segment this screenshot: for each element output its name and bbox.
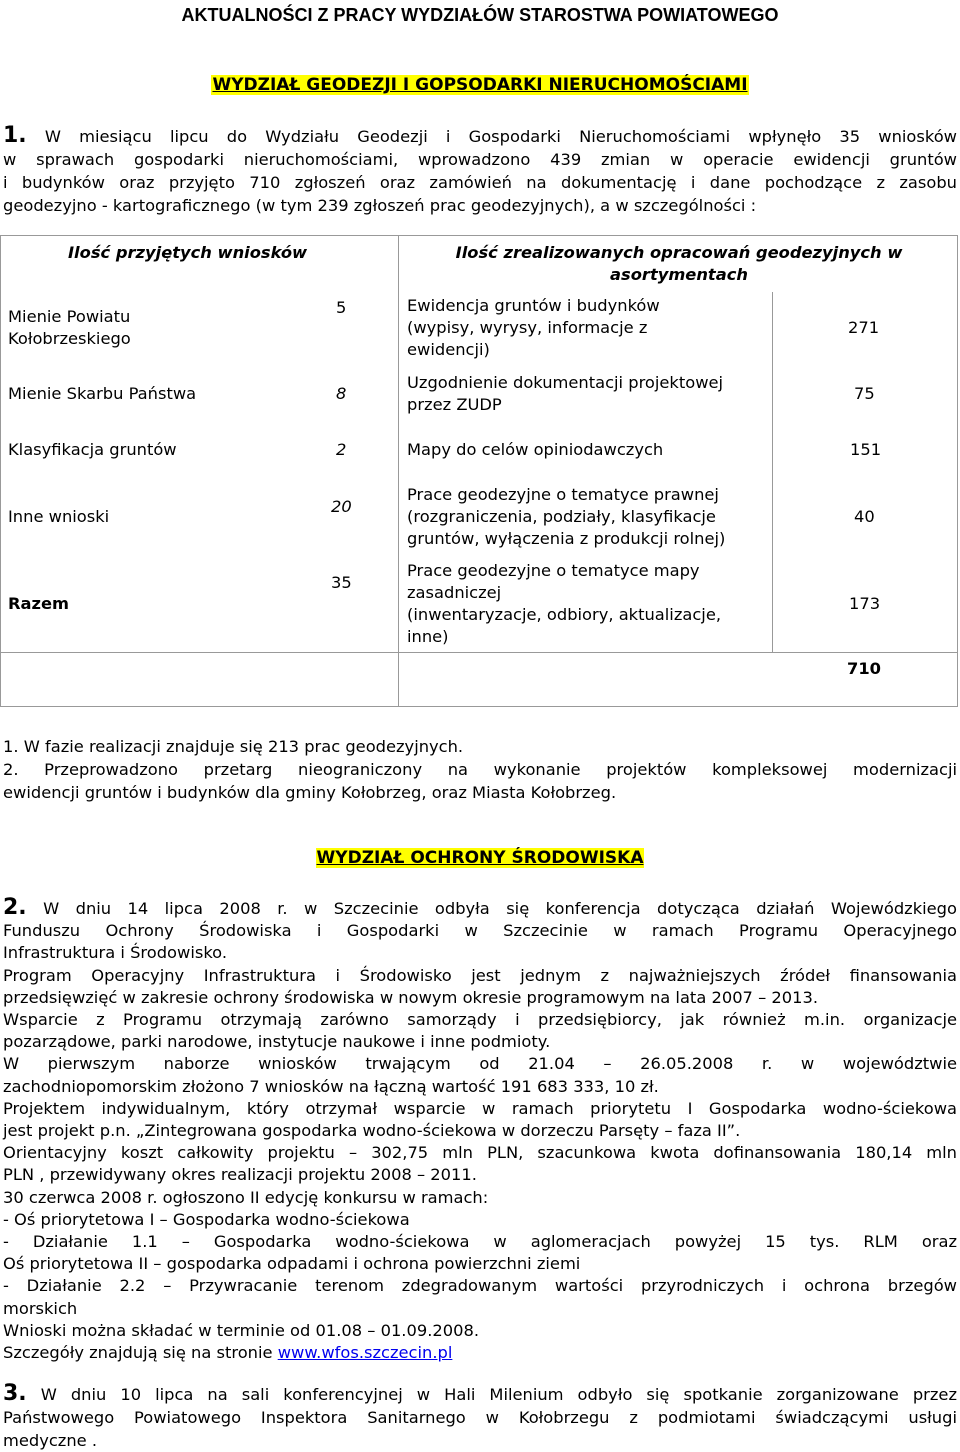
table-row-name: Razem: [8, 594, 70, 613]
section-environment-title-text: WYDZIAŁ OCHRONY ŚRODOWISKA: [316, 848, 644, 868]
section-geodesy-notes: 1. W fazie realizacji znajduje się 213 prac geodezyjnych. 2. Przeprowadzono przetarg nieograniczony na wykonanie projektów kompleksowej modernizacji ewidencji gruntów i budynków dla gminy Kołobrzeg, oraz Miasta Kołobrzeg.: [3, 737, 957, 802]
section-geodesy-title-text: WYDZIAŁ GEODEZJI I GOPSODARKI NIERUCHOMOŚCIAMI: [212, 75, 748, 95]
table-row-work: Ewidencja gruntów i budynków (wypisy, wyrysy, informacje z ewidencji): [407, 296, 660, 359]
table-row-work: Uzgodnienie dokumentacji projektowej przez ZUDP: [407, 373, 724, 414]
table-row-count: 35: [331, 573, 352, 592]
table-row-count: 20: [331, 497, 352, 516]
table-row-count: 8: [336, 384, 347, 403]
section-environment-paragraph: 2. W dniu 14 lipca 2008 r. w Szczecinie odbyła się konferencja dotycząca działań Wojewódzkiego Funduszu Ochrony Środowiska i Gospodarki w Szczecinie w ramach Programu Operacyjnego Infrastruktura i Środowisko. Program Operacyjny Infrastruktura i Środowisko jest jednym z najważniejszych źródeł finansowania przedsięwzięć w zakresie ochrony środowiska w nowym okresie programowym na lata 2007 – 2013. Wsparcie z Programu otrzymają zarówno samorządy i przedsiębiorcy, jak również m.in. organizacje pozarządowe, parki narodowe, instytucje naukowe i inne podmioty. W pierwszym naborze wniosków trwającym od 21.04 – 26.05.2008 r. w województwie zachodniopomorskim złożono 7 wniosków na łączną wartość 191 683 333, 10 zł. Projektem indywidualnym, który otrzymał wsparcie w ramach priorytetu I Gospodarka wodno-ściekowa jest projekt p.n. „Zintegrowana gospodarka wodno-ściekowa w dorzeczu Parsęty – faza II”. Orientacyjny koszt całkowity projektu – 302,75 mln PLN, szacunkowa kwota dofinansowania 180,14 mln PLN , przewidywany okres realizacji projektu 2008 – 2011. 30 czerwca 2008 r. ogłoszono II edycję konkursu w ramach: - Oś priorytetowa I – Gospodarka wodno-ściekowa - Działanie 1.1 – Gospodarka wodno-ściekowa w aglomeracjach powyżej 15 tys. RLM oraz Oś priorytetowa II – gospodarka odpadami i ochrona powierzchni ziemi - Działanie 2.2 – Przywracanie terenom zdegradowanym wartości przyrodniczych i ochrona brzegów morskich Wnioski można składać w terminie od 01.08 – 01.09.2008. Szczegóły znajdują się na stronie www.wfos.szczecin.pl: [3, 895, 957, 1363]
table-total: 710: [847, 659, 881, 678]
item-number: 2.: [3, 895, 27, 920]
section-geodesy-title: [0, 75, 960, 95]
table-row-value: 40: [854, 507, 875, 526]
table-row-name: Klasyfikacja gruntów: [8, 440, 177, 459]
table-row-work: Prace geodezyjne o tematyce prawnej (rozgraniczenia, podziały, klasyfikacje gruntów, wyłączenia z produkcji rolnej): [407, 485, 726, 548]
table-row-value: 151: [850, 440, 882, 459]
item-number: 3.: [3, 1381, 27, 1406]
table-row-name: Inne wnioski: [8, 507, 110, 526]
table-divider: [398, 235, 399, 707]
item-number: 1.: [3, 123, 27, 148]
table-row-count: 5: [336, 298, 347, 317]
section-sanitary-paragraph: 3. W dniu 10 lipca na sali konferencyjnej w Hali Milenium odbyło się spotkanie zorganizowane przez Państwowego Powiatowego Inspektora Sanitarnego w Kołobrzegu z podmiotami świadczącymi usługi medyczne .: [3, 1381, 957, 1450]
table-row-work: Prace geodezyjne o tematyce mapy zasadniczej (inwentaryzacje, odbiory, aktualizacje, inne): [407, 561, 722, 646]
table-row-value: 75: [854, 384, 875, 403]
table-divider: [772, 292, 773, 652]
section-geodesy-paragraph: 1. W miesiącu lipcu do Wydziału Geodezji i Gospodarki Nieruchomościami wpłynęło 35 wniosków w sprawach gospodarki nieruchomościami, wprowadzono 439 zmian w operacie ewidencji gruntów i budynków oraz przyjęto 710 zgłoszeń oraz zamówień na dokumentację i dane pochodzące z zasobu geodezyjno - kartograficznego (w tym 239 zgłoszeń prac geodezyjnych), a w szczególności :: [3, 123, 957, 215]
wfos-link[interactable]: www.wfos.szczecin.pl: [277, 1343, 453, 1363]
table-header-works: Ilość zrealizowanych opracowań geodezyjnych w asortymentach: [455, 243, 903, 284]
table-row-value: 173: [849, 594, 881, 613]
table-row-name: Mienie Powiatu Kołobrzeskiego: [8, 307, 131, 348]
table-divider: [0, 652, 958, 653]
table-row-work: Mapy do celów opiniodawczych: [407, 440, 664, 459]
table-header-requests: Ilość przyjętych wniosków: [68, 243, 308, 262]
table-row-value: 271: [848, 318, 880, 337]
page-title: AKTUALNOŚCI Z PRACY WYDZIAŁÓW STAROSTWA POWIATOWEGO: [181, 5, 779, 25]
table-row-name: Mienie Skarbu Państwa: [8, 384, 197, 403]
section-environment-title: [0, 848, 960, 868]
table-row-count: 2: [336, 440, 347, 459]
